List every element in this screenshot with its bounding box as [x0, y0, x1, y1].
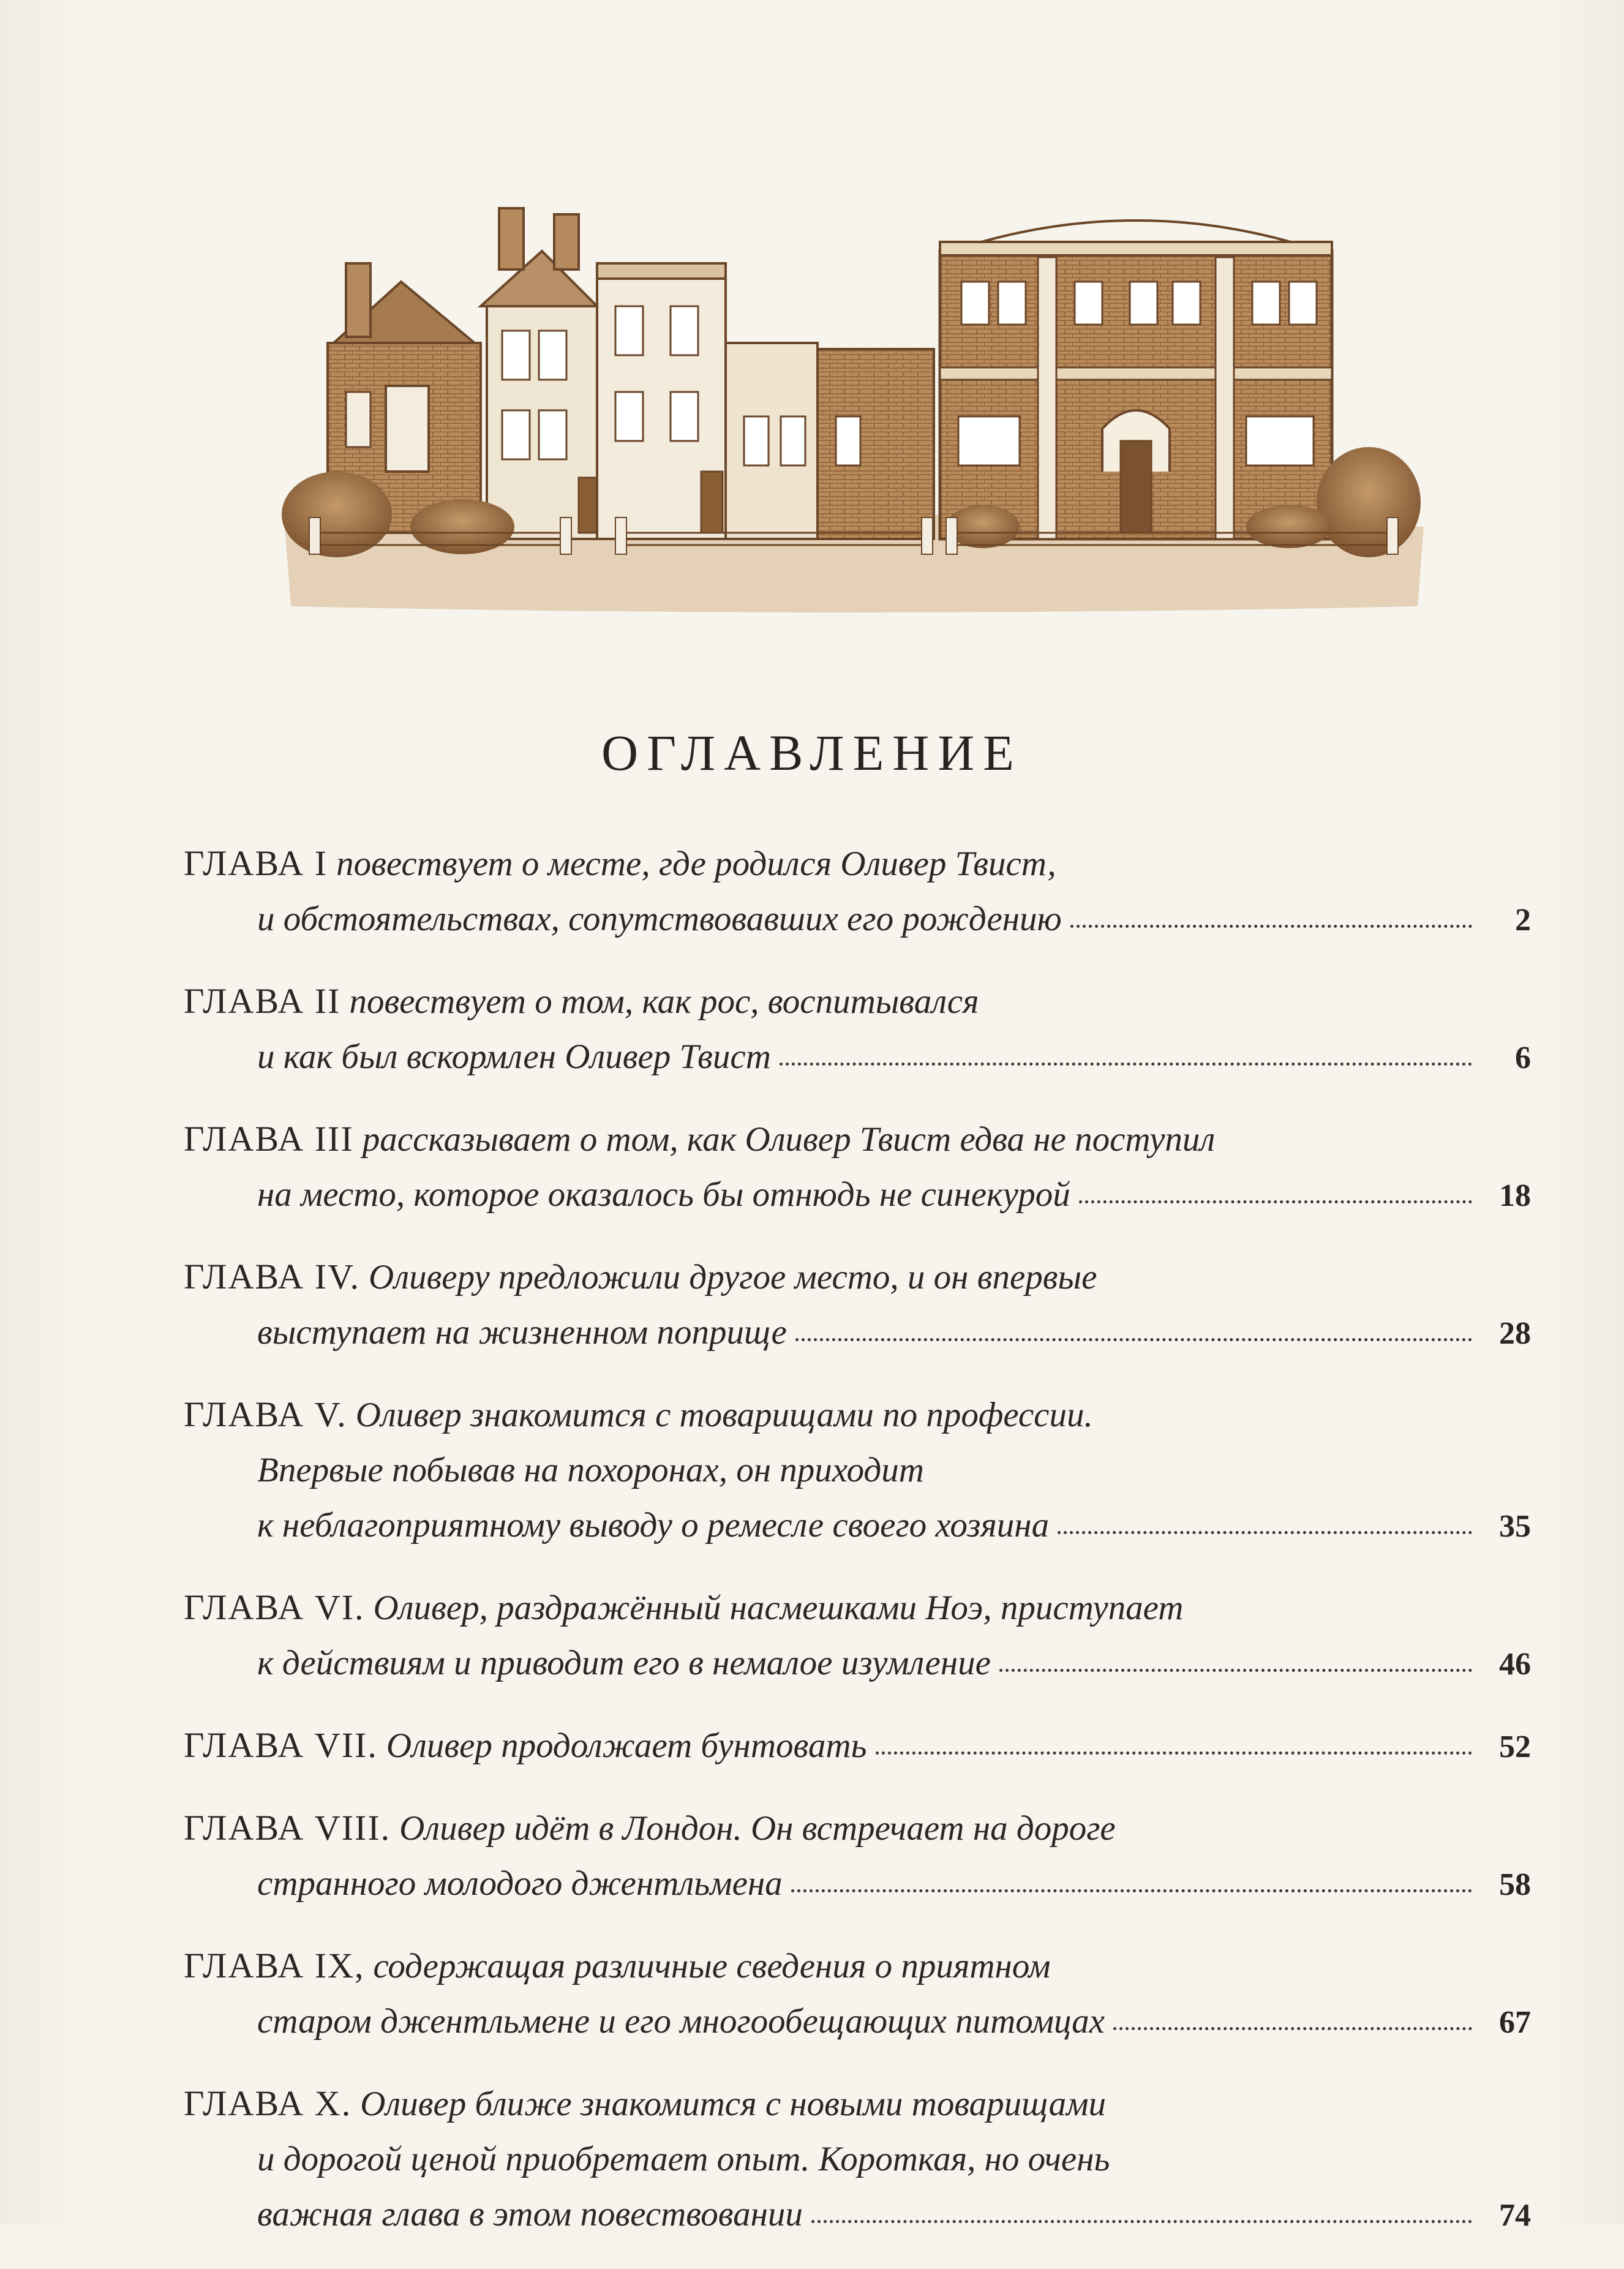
toc-entry [184, 974, 1531, 1086]
page-number: 18 [1499, 1178, 1531, 1213]
toc-line [184, 1856, 1531, 1913]
toc-line [184, 1801, 1531, 1856]
toc-line [184, 974, 1531, 1029]
toc-line [184, 1112, 1531, 1167]
chapter-label: ГЛАВА X. [184, 2083, 352, 2123]
toc-line [184, 2187, 1531, 2243]
chapter-description: Оливеру предложили другое место, и он впервые [369, 1258, 1097, 1296]
chapter-description: важная глава в этом повествовании [257, 2195, 803, 2233]
chapter-description: и дорогой ценой приобретает опыт. Короткая, но очень [257, 2140, 1110, 2178]
chapter-description: содержащая различные сведения о приятном [373, 1947, 1051, 1985]
dot-leader [811, 2220, 1472, 2223]
toc-line [184, 2076, 1531, 2132]
toc-line [184, 1029, 1531, 1086]
page-title: оглавление [601, 706, 1023, 786]
toc-entry [184, 1580, 1531, 1692]
toc-entry [184, 2076, 1531, 2243]
chapter-description: к неблагоприятному выводу о ремесле своего хозяина [257, 1506, 1050, 1545]
chapter-label: ГЛАВА IV. [184, 1257, 361, 1296]
dot-leader [1079, 1200, 1472, 1203]
chapter-description: рассказывает о том, как Оливер Твист едва не поступил [362, 1120, 1216, 1159]
page-number: 46 [1499, 1647, 1531, 1682]
chapter-label: ГЛАВА I [184, 843, 328, 883]
chapter-label: ГЛАВА VI. [184, 1587, 365, 1627]
toc-line [184, 1636, 1531, 1692]
page-number: 58 [1499, 1867, 1531, 1902]
toc-line [184, 892, 1531, 948]
toc-line [184, 1305, 1531, 1361]
toc-line [184, 1580, 1531, 1636]
chapter-description: Оливер, раздражённый насмешками Ноэ, приступает [373, 1589, 1184, 1627]
chapter-label: ГЛАВА V. [184, 1394, 347, 1434]
chapter-description: выступает на жизненном поприще [257, 1313, 787, 1352]
chapter-description: к действиям и приводит его в немалое изумление [257, 1644, 991, 1682]
dot-leader [1113, 2027, 1472, 2030]
page-number: 74 [1499, 2198, 1531, 2233]
toc-line [184, 836, 1531, 892]
toc-entry [184, 1801, 1531, 1913]
dot-leader [795, 1338, 1472, 1341]
chapter-description: повествует о месте, где родился Оливер Твист, [336, 845, 1056, 883]
chapter-description: и обстоятельствах, сопутствовавших его рождению [257, 900, 1062, 938]
toc-line [184, 1387, 1531, 1443]
chapter-description: Впервые побывав на похоронах, он приходит [257, 1451, 924, 1489]
toc-entry [184, 1718, 1531, 1775]
page-number: 2 [1515, 903, 1531, 938]
chapter-description: и как был вскормлен Оливер Твист [257, 1037, 771, 1076]
dot-leader [1058, 1531, 1472, 1534]
chapter-description: Оливер идёт в Лондон. Он встречает на дороге [399, 1809, 1116, 1848]
page-number: 67 [1499, 2005, 1531, 2040]
toc-line [184, 1994, 1531, 2050]
chapter-description: старом джентльмене и его многообещающих питомцах [257, 2002, 1105, 2041]
chapter-label: ГЛАВА VII. [184, 1725, 378, 1765]
chapter-description: странного молодого джентльмена [257, 1864, 783, 1903]
page-number: 6 [1515, 1040, 1531, 1075]
dot-leader [780, 1063, 1472, 1066]
chapter-label: ГЛАВА III [184, 1119, 354, 1159]
toc-entry [184, 1112, 1531, 1224]
toc-line [184, 1167, 1531, 1224]
dot-leader [999, 1669, 1472, 1672]
toc-entry [184, 1387, 1531, 1554]
toc-line [184, 1718, 1531, 1775]
page-number: 28 [1499, 1316, 1531, 1351]
dot-leader [1070, 925, 1472, 928]
chapter-description: Оливер ближе знакомится с новыми товарищами [360, 2085, 1106, 2123]
dot-leader [876, 1752, 1473, 1755]
toc-line [184, 2132, 1531, 2187]
table-of-contents [184, 836, 1531, 2269]
houses-illustration [279, 184, 1430, 612]
toc-entry [184, 836, 1531, 948]
toc-line [184, 1938, 1531, 1994]
chapter-description: Оливер знакомится с товарищами по профессии. [355, 1396, 1093, 1434]
chapter-label: ГЛАВА VIII. [184, 1808, 391, 1848]
toc-entry [184, 1938, 1531, 2050]
toc-line [184, 1249, 1531, 1305]
dot-leader [791, 1889, 1472, 1892]
toc-line [184, 1498, 1531, 1554]
chapter-description: на место, которое оказалось бы отнюдь не синекурой [257, 1175, 1070, 1214]
chapter-description: повествует о том, как рос, воспитывался [349, 982, 979, 1021]
page-number: 52 [1499, 1729, 1531, 1764]
chapter-description: Оливер продолжает бунтовать [386, 1726, 867, 1765]
chapter-label: ГЛАВА IX, [184, 1946, 365, 1985]
toc-entry [184, 1249, 1531, 1361]
page-number: 35 [1499, 1509, 1531, 1544]
chapter-label: ГЛАВА II [184, 981, 341, 1021]
toc-line [184, 1443, 1531, 1498]
